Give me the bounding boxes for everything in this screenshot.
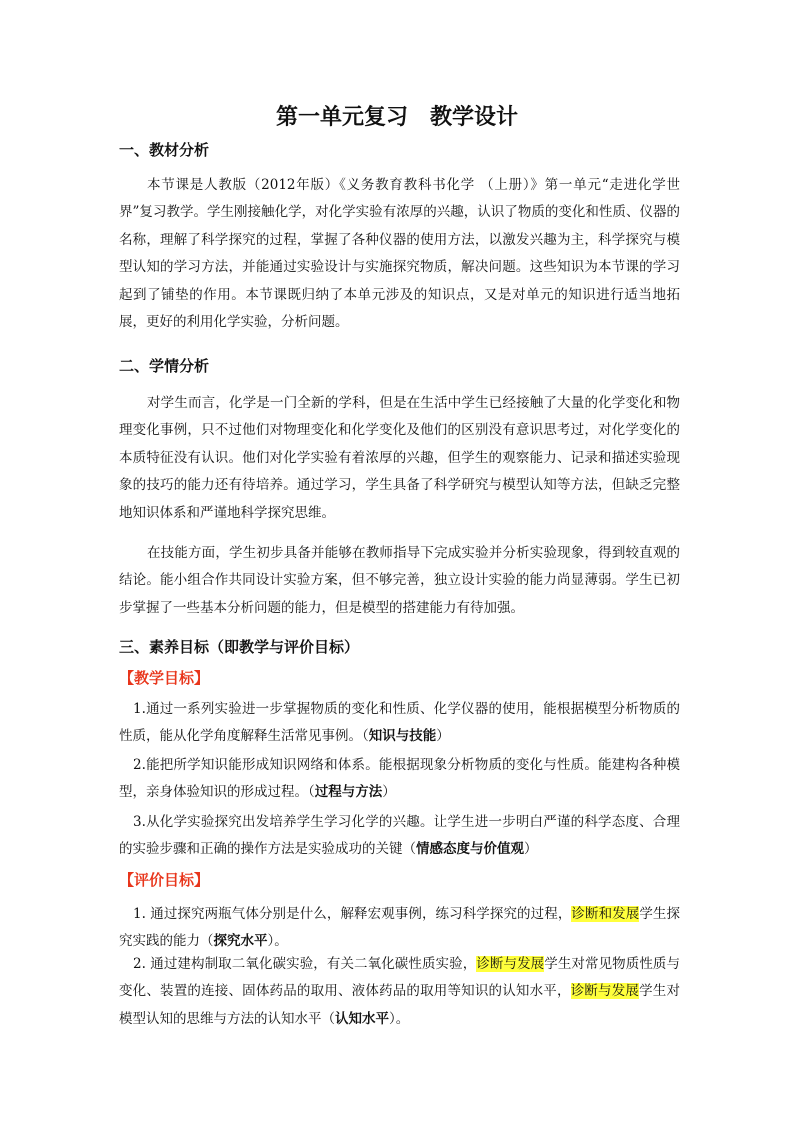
section-heading-literacy-goals: 三、素养目标（即教学与评价目标）	[119, 638, 360, 656]
teaching-goal-item: 1.通过一系列实验进一步掌握物质的变化和性质、化学仪器的使用，能根据模型分析物质的性质，能从化学角度解释生活常见事例。（知识与技能）	[119, 701, 680, 745]
teaching-goals-tag: 【教学目标】	[119, 669, 210, 687]
textbook-analysis-paragraph: 本节课是人教版（2012年版）《义务教育教科书化学 （上册）》第一单元“走进化学世界”复习教学。学生刚接触化学，对化学实验有浓厚的兴趣，认识了物质的变化和性质、仪器的名称，理解了科学探究的过程，掌握了各种仪器的使用方法，以激发兴趣为主，科学探究与模型认知的学习方法，并能通过实验设计与实施探究物质，解决问题。这些知识为本节课的学习起到了铺垫的作用。本节课既归纳了本单元涉及的知识点，又是对单元的知识进行适当地拓展，更好的利用化学实验，分析问题。	[119, 177, 680, 331]
highlight-diagnose-develop: 诊断与发展	[476, 956, 545, 972]
evaluation-goal-item: 1. 通过探究两瓶气体分别是什么，解释宏观事例，练习科学探究的过程，诊断和发展学生探究实践的能力（探究水平）。	[119, 906, 681, 950]
teaching-goal-item: 2.能把所学知识能形成知识网络和体系。能根据现象分析物质的变化与性质。能建构各种模型，亲身体验知识的形成过程。（过程与方法）	[119, 757, 680, 801]
highlight-diagnose-develop: 诊断与发展	[570, 983, 640, 1000]
page-title: 第一单元复习 教学设计	[275, 105, 518, 130]
highlight-diagnose-develop: 诊断和发展	[571, 906, 640, 922]
section-heading-textbook-analysis: 一、教材分析	[119, 141, 210, 159]
section-heading-student-analysis: 二、学情分析	[119, 357, 210, 375]
evaluation-goal-item: 2. 通过建构制取二氧化碳实验，有关二氧化碳性质实验，诊断与发展学生对常见物质性质与变化、装置的连接、固体药品的取用、液体药品的取用等知识的认知水平，诊断与发展学生对模型认知的思维与方法的认知水平（认知水平）。	[119, 956, 681, 1027]
evaluation-goals-tag: 【评价目标】	[119, 871, 210, 889]
teaching-goal-item: 3.从化学实验探究出发培养学生学习化学的兴趣。让学生进一步明白严谨的科学态度、合理的实验步骤和正确的操作方法是实验成功的关键（情感态度与价值观）	[119, 814, 680, 858]
student-analysis-paragraph-1: 对学生而言，化学是一门全新的学科，但是在生活中学生已经接触了大量的化学变化和物理变化事例，只不过他们对物理变化和化学变化及他们的区别没有意识思考过，对化学变化的本质特征没有认识。他们对化学实验有着浓厚的兴趣，但学生的观察能力、记录和描述实验现象的技巧的能力还有待培养。通过学习，学生具备了科学研究与模型认知等方法，但缺乏完整地知识体系和严谨地科学探究思维。	[119, 395, 680, 521]
student-analysis-paragraph-2: 在技能方面，学生初步具备并能够在教师指导下完成实验并分析实验现象，得到较直观的结论。能小组合作共同设计实验方案，但不够完善，独立设计实验的能力尚显薄弱。学生已初步掌握了一些基本分析问题的能力，但是模型的搭建能力有待加强。	[119, 545, 680, 616]
